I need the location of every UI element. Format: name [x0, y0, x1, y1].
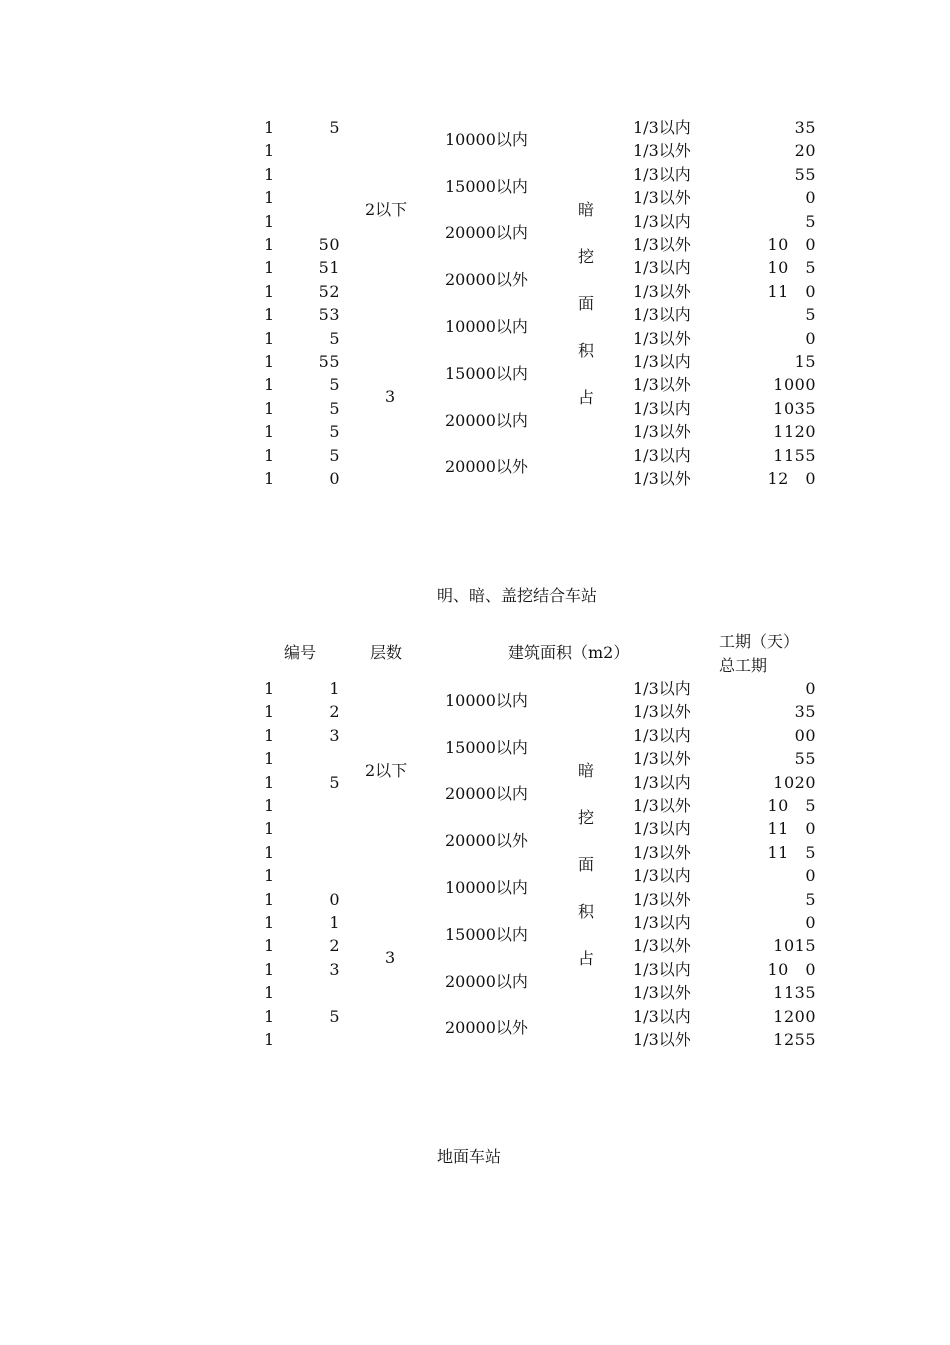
row-days: 11 0 — [767, 281, 816, 301]
row-days: 1200 — [773, 1006, 816, 1026]
area-group: 15000以内 — [445, 924, 528, 944]
method-char: 占 — [577, 948, 594, 968]
method-char: 面 — [577, 293, 594, 313]
row-period: 1/3以内 — [633, 164, 691, 184]
row-number: 1 — [264, 819, 275, 839]
row-sub-number: 5 — [329, 398, 340, 418]
row-days: 00 — [794, 725, 816, 745]
row-days: 55 — [794, 164, 816, 184]
row-period: 1/3以内 — [633, 959, 691, 979]
row-period: 1/3以内 — [633, 445, 691, 465]
row-number: 1 — [264, 235, 275, 254]
row-period: 1/3以内 — [633, 725, 691, 745]
row-sub-number: 5 — [329, 118, 340, 137]
row-period: 1/3以外 — [633, 842, 691, 862]
row-sub-number: 5 — [329, 772, 340, 792]
row-number: 1 — [264, 889, 275, 909]
row-days: 5 — [805, 305, 816, 325]
row-number: 1 — [264, 398, 275, 418]
row-number: 1 — [264, 118, 275, 137]
floor-group: 2以下 — [365, 760, 408, 780]
row-days: 35 — [794, 118, 816, 137]
row-days: 0 — [805, 866, 816, 886]
section-title-ground-station: 地面车站 — [437, 1147, 502, 1166]
row-number: 1 — [264, 913, 275, 932]
row-sub-number: 0 — [329, 889, 340, 909]
row-days: 1035 — [773, 398, 816, 418]
row-number: 1 — [264, 936, 275, 956]
row-number: 1 — [264, 866, 275, 886]
row-sub-number: 0 — [329, 469, 340, 488]
row-number: 1 — [264, 725, 275, 745]
area-group: 20000以内 — [445, 223, 528, 243]
row-sub-number: 52 — [318, 281, 340, 301]
row-number: 1 — [264, 959, 275, 979]
method-char: 积 — [577, 901, 594, 921]
row-days: 1000 — [773, 375, 816, 395]
header-number: 编号 — [284, 643, 317, 662]
area-group: 20000以内 — [445, 971, 528, 991]
row-days: 10 0 — [767, 235, 816, 254]
row-period: 1/3以外 — [633, 936, 691, 956]
row-number: 1 — [264, 281, 275, 301]
row-days: 1135 — [773, 983, 816, 1003]
method-char: 挖 — [577, 246, 594, 266]
row-period: 1/3以外 — [633, 749, 691, 769]
row-days: 10 5 — [767, 796, 816, 815]
row-period: 1/3以内 — [633, 118, 691, 137]
row-days: 1255 — [773, 1030, 816, 1049]
area-group: 20000以内 — [445, 410, 528, 430]
row-period: 1/3以内 — [633, 913, 691, 932]
section-title-mixed-station: 明、暗、盖挖结合车站 — [437, 586, 598, 605]
area-group: 10000以内 — [445, 690, 528, 710]
row-sub-number: 3 — [329, 725, 340, 745]
row-sub-number: 5 — [329, 375, 340, 395]
row-number: 1 — [264, 1006, 275, 1026]
row-days: 0 — [805, 188, 816, 208]
row-period: 1/3以外 — [633, 983, 691, 1003]
row-days: 35 — [794, 702, 816, 722]
row-number: 1 — [264, 305, 275, 325]
floor-group: 3 — [385, 948, 396, 968]
row-period: 1/3以内 — [633, 211, 691, 231]
row-number: 1 — [264, 679, 275, 698]
row-number: 1 — [264, 796, 275, 815]
row-period: 1/3以内 — [633, 772, 691, 792]
row-days: 15 — [794, 352, 816, 371]
row-days: 10 5 — [767, 258, 816, 278]
row-number: 1 — [264, 188, 275, 208]
row-period: 1/3以内 — [633, 258, 691, 278]
row-period: 1/3以外 — [633, 796, 691, 815]
row-number: 1 — [264, 211, 275, 231]
row-period: 1/3以外 — [633, 702, 691, 722]
row-sub-number: 5 — [329, 328, 340, 348]
method-vertical-label — [574, 200, 598, 435]
row-days: 10 0 — [767, 959, 816, 979]
header-area: 建筑面积（m2） — [508, 643, 630, 662]
row-sub-number: 3 — [329, 959, 340, 979]
method-char: 暗 — [577, 760, 594, 780]
row-sub-number: 1 — [329, 679, 340, 698]
row-days: 5 — [805, 889, 816, 909]
row-days: 1015 — [773, 936, 816, 956]
method-vertical-label — [574, 761, 598, 996]
floor-group: 2以下 — [365, 199, 408, 219]
area-group: 10000以内 — [445, 316, 528, 336]
method-char: 积 — [577, 340, 594, 360]
row-number: 1 — [264, 164, 275, 184]
area-group: 20000以外 — [445, 831, 528, 851]
row-number: 1 — [264, 375, 275, 395]
row-period: 1/3以内 — [633, 305, 691, 325]
area-group: 15000以内 — [445, 176, 528, 196]
row-sub-number: 5 — [329, 445, 340, 465]
row-period: 1/3以内 — [633, 819, 691, 839]
area-group: 15000以内 — [445, 737, 528, 757]
row-number: 1 — [264, 422, 275, 442]
row-period: 1/3以外 — [633, 141, 691, 161]
area-group: 20000以外 — [445, 270, 528, 290]
row-period: 1/3以外 — [633, 375, 691, 395]
row-days: 1020 — [773, 772, 816, 792]
row-number: 1 — [264, 983, 275, 1003]
row-number: 1 — [264, 352, 275, 371]
method-char: 占 — [577, 387, 594, 407]
row-sub-number: 51 — [318, 258, 340, 278]
row-days: 11 5 — [767, 842, 816, 862]
row-days: 1120 — [773, 422, 816, 442]
row-sub-number: 2 — [329, 936, 340, 956]
row-period: 1/3以外 — [633, 281, 691, 301]
row-sub-number: 50 — [318, 235, 340, 254]
header-period: 工期（天） — [719, 632, 800, 651]
row-number: 1 — [264, 749, 275, 769]
row-period: 1/3以内 — [633, 866, 691, 886]
row-period: 1/3以内 — [633, 1006, 691, 1026]
row-number: 1 — [264, 469, 275, 488]
row-number: 1 — [264, 702, 275, 722]
area-group: 20000以外 — [445, 457, 528, 477]
floor-group: 3 — [385, 387, 396, 407]
row-period: 1/3以外 — [633, 1030, 691, 1049]
header-total-period: 总工期 — [719, 656, 768, 675]
row-period: 1/3以内 — [633, 679, 691, 698]
row-number: 1 — [264, 328, 275, 348]
row-days: 1155 — [773, 445, 816, 465]
header-floors: 层数 — [370, 643, 403, 662]
method-char: 挖 — [577, 807, 594, 827]
row-period: 1/3以外 — [633, 422, 691, 442]
row-sub-number: 5 — [329, 1006, 340, 1026]
area-group: 10000以内 — [445, 129, 528, 149]
row-sub-number: 5 — [329, 422, 340, 442]
row-days: 20 — [794, 141, 816, 161]
area-group: 20000以外 — [445, 1018, 528, 1038]
row-days: 55 — [794, 749, 816, 769]
row-number: 1 — [264, 258, 275, 278]
row-period: 1/3以内 — [633, 352, 691, 371]
row-sub-number: 2 — [329, 702, 340, 722]
row-days: 12 0 — [767, 469, 816, 488]
row-number: 1 — [264, 141, 275, 161]
row-period: 1/3以外 — [633, 235, 691, 254]
row-period: 1/3以外 — [633, 889, 691, 909]
row-number: 1 — [264, 772, 275, 792]
row-number: 1 — [264, 445, 275, 465]
row-sub-number: 55 — [318, 352, 340, 371]
row-sub-number: 53 — [318, 305, 340, 325]
area-group: 15000以内 — [445, 363, 528, 383]
row-period: 1/3以外 — [633, 328, 691, 348]
row-period: 1/3以外 — [633, 469, 691, 488]
area-group: 20000以内 — [445, 784, 528, 804]
method-char: 暗 — [577, 199, 594, 219]
row-days: 0 — [805, 913, 816, 932]
row-number: 1 — [264, 842, 275, 862]
row-days: 0 — [805, 679, 816, 698]
row-period: 1/3以外 — [633, 188, 691, 208]
method-char: 面 — [577, 854, 594, 874]
row-number: 1 — [264, 1030, 275, 1049]
row-days: 5 — [805, 211, 816, 231]
row-period: 1/3以内 — [633, 398, 691, 418]
area-group: 10000以内 — [445, 877, 528, 897]
row-days: 11 0 — [767, 819, 816, 839]
row-sub-number: 1 — [329, 913, 340, 932]
row-days: 0 — [805, 328, 816, 348]
